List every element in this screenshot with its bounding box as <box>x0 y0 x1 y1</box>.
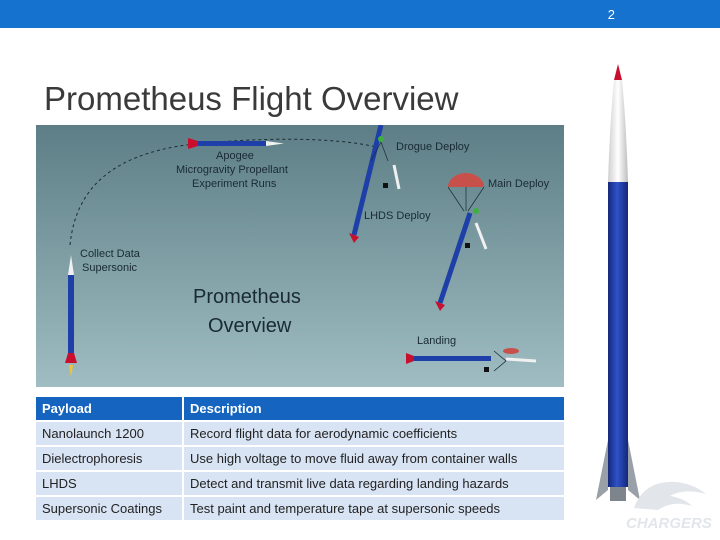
slide-title: Prometheus Flight Overview <box>44 80 459 117</box>
table-row <box>36 497 564 520</box>
header-payload: Payload <box>36 397 184 420</box>
diagram-center-title-1: Prometheus <box>193 286 301 308</box>
label-collect-data: Collect Data <box>80 248 140 260</box>
label-apogee: Apogee <box>216 150 254 162</box>
label-lhds-deploy: LHDS Deploy <box>364 210 431 222</box>
diagram-center-title-2: Overview <box>208 315 292 337</box>
table-row <box>36 447 564 470</box>
label-supersonic: Supersonic <box>82 262 138 274</box>
cell-description: Use high voltage to move fluid away from container walls <box>184 447 564 470</box>
cell-description: Test paint and temperature tape at supersonic speeds <box>184 497 564 520</box>
label-microgravity-2: Experiment Runs <box>192 178 277 190</box>
table-row <box>36 472 564 495</box>
label-main-deploy: Main Deploy <box>488 178 550 190</box>
cell-payload: LHDS <box>36 472 184 495</box>
payload-table <box>36 395 564 522</box>
cell-payload: Nanolaunch 1200 <box>36 422 184 445</box>
label-microgravity-1: Microgravity Propellant <box>176 164 288 176</box>
cell-payload: Dielectrophoresis <box>36 447 184 470</box>
svg-text:CHARGERS: CHARGERS <box>626 515 712 532</box>
label-landing: Landing <box>417 335 457 347</box>
cell-payload: Supersonic Coatings <box>36 497 184 520</box>
page-number: 2 <box>607 7 615 22</box>
chargers-logo-icon <box>614 470 718 534</box>
cell-description: Detect and transmit live data regarding landing hazards <box>184 472 564 495</box>
table-header-row <box>36 397 564 420</box>
cell-description: Record flight data for aerodynamic coefficients <box>184 422 564 445</box>
rocket-illustration-icon <box>588 60 644 520</box>
header-description: Description <box>184 397 564 420</box>
table-row <box>36 422 564 445</box>
label-drogue-deploy: Drogue Deploy <box>396 141 470 153</box>
flight-overview-diagram <box>36 125 564 387</box>
